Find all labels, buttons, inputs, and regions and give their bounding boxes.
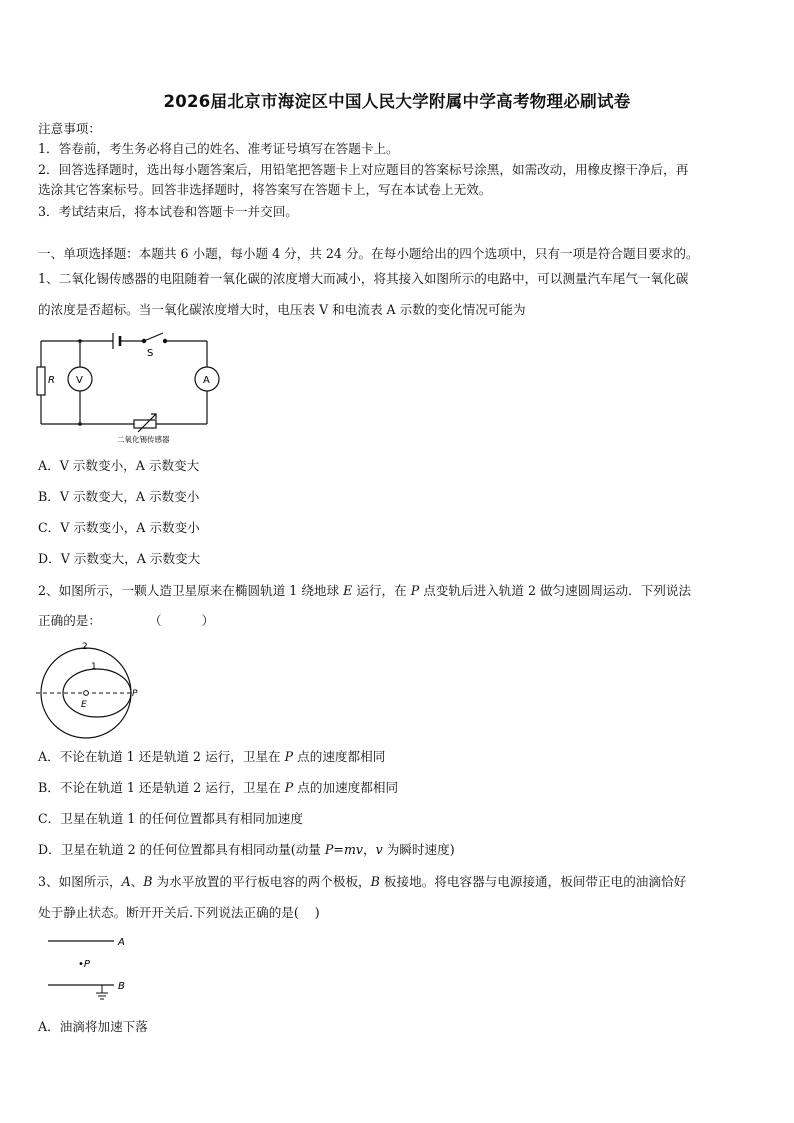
resistor-label: R: [48, 375, 55, 386]
q2-option-d: [38, 841, 760, 859]
q2-opt-a-p: P: [284, 749, 294, 764]
notice-heading: 注意事项：: [38, 121, 101, 136]
q2-option-a: [38, 748, 760, 766]
q2-stem-line2: 正确的是： （ ）: [38, 613, 215, 628]
q1-circuit-diagram: [30, 325, 230, 447]
orbit2-label: 2: [82, 642, 88, 652]
point-p-label: P: [132, 689, 138, 699]
q3-option-a: A．油滴将加速下落: [38, 1019, 148, 1034]
q2-opt-b-p: P: [284, 780, 294, 795]
notice-item-3: 3．考试结束后，将本试卷和答题卡一并交回。: [38, 204, 298, 219]
q3-stem-mid: 为水平放置的平行板电容的两个极板，: [152, 874, 371, 889]
q2-option-c: C．卫星在轨道 1 的任何位置都具有相同加速度: [38, 811, 303, 826]
page-title: 2026届北京市海淀区中国人民大学附属中学高考物理必刷试卷: [163, 92, 631, 111]
q3-stem-sep: 、: [130, 874, 144, 889]
q2-opt-b-post: 点的加速度都相同: [293, 780, 399, 795]
plate-b-label: B: [118, 981, 125, 992]
q1-option-d: D．V 示数变大，A 示数变大: [38, 551, 201, 566]
ammeter-label: A: [203, 375, 210, 386]
q2-opt-d-post: 为瞬时速度): [382, 842, 455, 857]
plate-a-label: A: [118, 937, 125, 948]
q2-stem-point: P: [410, 583, 420, 598]
section-heading: 一、单项选择题：本题共 6 小题，每小题 4 分，共 24 分。在每小题给出的四个选项中，只有一项是符合题目要求的。: [38, 246, 699, 261]
q2-opt-b-pre: B．不论在轨道 1 还是轨道 2 运行，卫星在: [38, 780, 285, 795]
q1-stem-line1: 1、二氧化锡传感器的电阻随着一氧化碳的浓度增大而减小，将其接入如图所示的电路中，可以测量汽车尾气一氧化碳: [38, 271, 689, 286]
q2-opt-a-pre: A．不论在轨道 1 还是轨道 2 运行，卫星在: [38, 749, 285, 764]
q2-opt-d-formula: P=mv: [324, 842, 364, 857]
notice-item-2-cont: 选涂其它答案标号。回答非选择题时，将答案写在答题卡上，写在本试卷上无效。: [38, 182, 492, 197]
q2-stem-pre: 2、如图所示，一颗人造卫星原来在椭圆轨道 1 绕地球: [38, 583, 344, 598]
q2-opt-d-mid: ，: [363, 842, 376, 857]
q2-option-b: [38, 779, 760, 797]
q2-stem-earth: E: [343, 583, 353, 598]
q3-stem-b2: B: [370, 874, 380, 889]
q2-opt-a-post: 点的速度都相同: [293, 749, 386, 764]
notice-item-2: 2．回答选择题时，选出每小题答案后，用铅笔把答题卡上对应题目的答案标号涂黑，如需改动，用橡皮擦干净后，再: [38, 162, 689, 177]
q3-stem-line2: 处于静止状态。断开开关后.下列说法正确的是( ): [38, 905, 320, 920]
q2-opt-d-pre: D．卫星在轨道 2 的任何位置都具有相同动量(动量: [38, 842, 325, 857]
switch-label: S: [147, 348, 154, 359]
sensor-label: 二氧化锡传感器: [117, 435, 170, 444]
q1-option-a: A．V 示数变小，A 示数变大: [38, 458, 200, 473]
q3-stem-line1: [38, 873, 760, 891]
q3-stem-a: A: [121, 874, 131, 889]
earth-label: E: [81, 700, 87, 710]
q3-capacitor-diagram: [44, 930, 144, 1005]
q1-option-b: B．V 示数变大，A 示数变小: [38, 489, 200, 504]
voltmeter-label: V: [76, 375, 83, 386]
q2-orbit-diagram: [34, 640, 154, 750]
q2-stem-mid: 运行，在: [352, 583, 411, 598]
orbit1-label: 1: [91, 662, 97, 672]
q2-stem-line1: [38, 582, 760, 600]
q3-stem-b: B: [143, 874, 153, 889]
q1-stem-line2: 的浓度是否超标。当一氧化碳浓度增大时，电压表 V 和电流表 A 示数的变化情况可能为: [38, 302, 526, 317]
q3-stem-post: 板接地。将电容器与电源接通，板间带正电的油滴恰好: [379, 874, 687, 889]
q2-stem-post: 点变轨后进入轨道 2 做匀速圆周运动．下列说法: [419, 583, 692, 598]
q2-opt-d-v: v: [375, 842, 383, 857]
point-p-label: •P: [78, 959, 90, 970]
q1-option-c: C．V 示数变小，A 示数变小: [38, 520, 200, 535]
notice-item-1: 1．答卷前，考生务必将自己的姓名、准考证号填写在答题卡上。: [38, 141, 399, 156]
q3-stem-pre: 3、如图所示，: [38, 874, 122, 889]
